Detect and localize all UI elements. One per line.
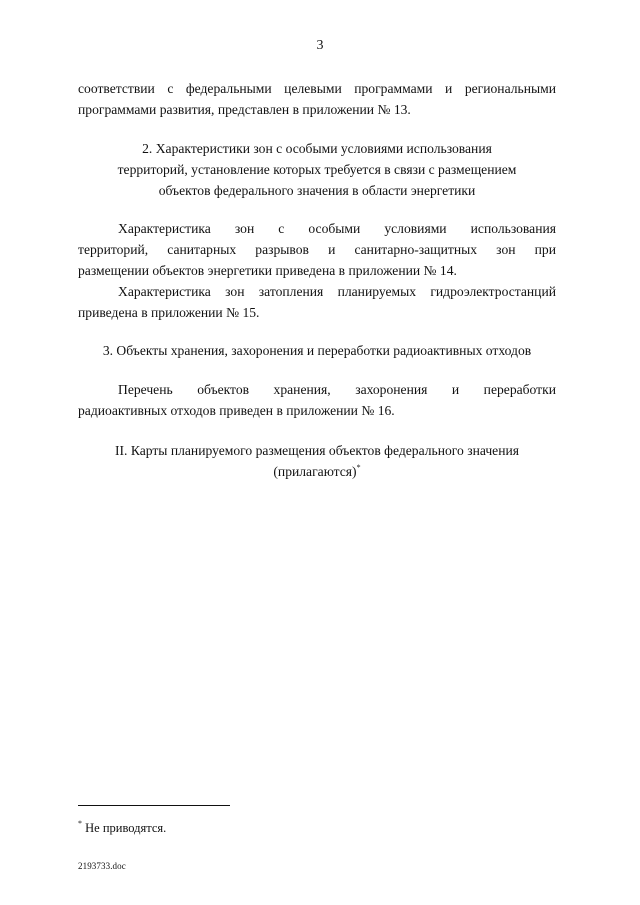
section-3-para-line-1: Перечень объектов хранения, захоронения и переработки	[118, 382, 556, 397]
section-2-heading-line-2: территорий, установление которых требуется в связи с размещением	[117, 162, 517, 177]
section-2-heading-line-3: объектов федерального значения в области энергетики	[158, 183, 476, 198]
page-number: 3	[316, 38, 324, 53]
section-2-para-1-line-2: территорий, санитарных разрывов и санитарно-защитных зон при	[78, 242, 556, 257]
footnote	[78, 814, 166, 839]
footnote-mark: *	[78, 819, 82, 828]
footnote-reference-mark: *	[356, 463, 361, 472]
intro-line-2: программами развития, представлен в приложении № 13.	[78, 102, 411, 117]
footnote-text: Не приводятся.	[82, 821, 167, 836]
section-3-heading: 3. Объекты хранения, захоронения и переработки радиоактивных отходов	[102, 343, 532, 358]
footnote-separator	[78, 805, 230, 806]
section-2-heading-line-1: 2. Характеристики зон с особыми условиями использования	[142, 141, 492, 156]
part-2-heading-line-2	[78, 461, 556, 482]
part-2-heading-line-1: II. Карты планируемого размещения объектов федерального значения	[114, 443, 520, 458]
section-3-para-line-2: радиоактивных отходов приведен в приложении № 16.	[78, 403, 395, 418]
part-2-heading-text: (прилагаются)	[273, 464, 357, 479]
section-2-para-1-line-1: Характеристика зон с особыми условиями использования	[118, 221, 556, 236]
section-2-para-2-line-1: Характеристика зон затопления планируемых гидроэлектростанций	[118, 284, 556, 299]
section-2-para-2-line-2: приведена в приложении № 15.	[78, 305, 260, 320]
section-2-para-1-line-3: размещении объектов энергетики приведена в приложении № 14.	[78, 263, 457, 278]
document-id: 2193733.doc	[78, 861, 126, 871]
intro-line-1: соответствии с федеральными целевыми программами и региональными	[78, 81, 556, 96]
